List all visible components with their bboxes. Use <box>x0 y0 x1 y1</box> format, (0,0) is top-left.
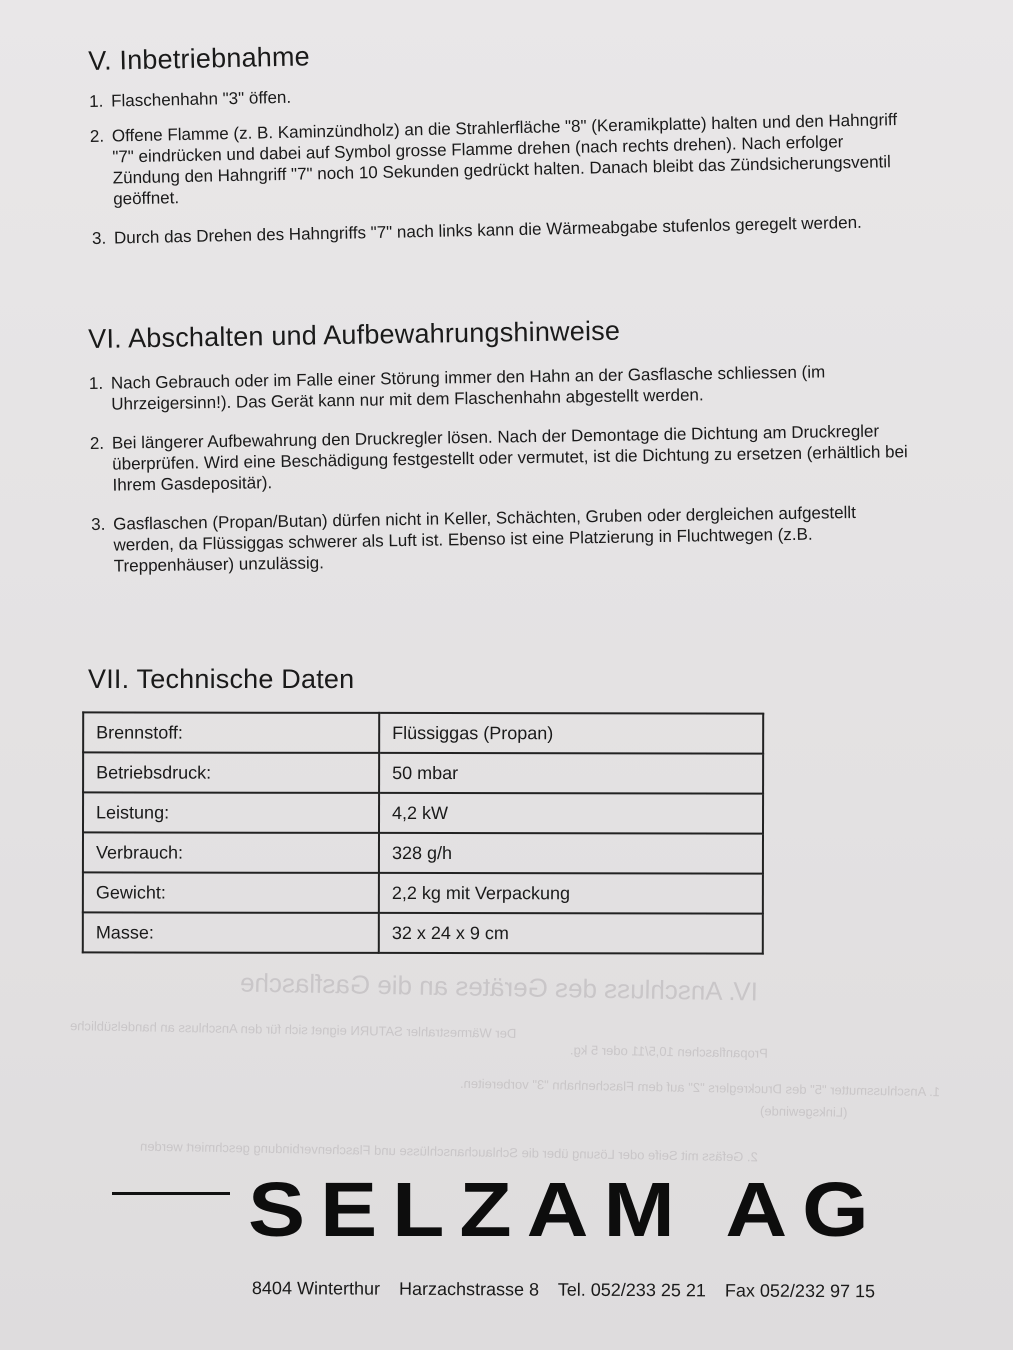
item-number: 3. <box>91 514 106 534</box>
table-row <box>83 832 763 873</box>
table-row <box>83 872 763 913</box>
item-text: Offene Flamme (z. B. Kaminzündholz) an die Strahlerfläche "8" (Keramikplatte) halten und den Hahngriff "7" eindrücken und dabei auf Symbol grosse Flamme drehen (nach rechts drehen). Nach erfolger Zündung den Hahngriff "7" noch 10 Sekunden gedrückt halten. Danach bleibt das Zündsicherungsventil geöffnet. <box>111 110 898 209</box>
table-row <box>83 752 763 793</box>
tech-data-table <box>82 711 764 954</box>
table-row <box>83 712 763 753</box>
item-text: Durch das Drehen des Hahngriffs "7" nach links kann die Wärmeabgabe stufenlos geregelt werden. <box>113 212 862 248</box>
item-text: Flaschenhahn "3" öffen. <box>110 87 292 111</box>
item-text: Nach Gebrauch oder im Falle einer Störung immer den Hahn an der Gasflasche schliessen (im Uhrzeigersinn!). Das Gerät kann nur mit dem Flaschenhahn abgestellt werden. <box>110 362 826 414</box>
list-item <box>91 501 894 577</box>
item-text: Gasflaschen (Propan/Butan) dürfen nicht in Keller, Schächten, Gruben oder dergleichen aufgestellt werden, da Flüssiggas schwerer als Luft ist. Ebenso ist eine Platzierung in Fluchtwegen (z.B. Treppenhäuser) unzulässig. <box>112 502 857 576</box>
table-cell-value: Flüssiggas (Propan) <box>379 713 763 754</box>
company-logo: SELZAM AG <box>248 1167 884 1253</box>
section-inbetriebnahme <box>88 29 922 249</box>
item-number: 2. <box>89 126 105 146</box>
table-cell-label: Betriebsdruck: <box>83 752 379 793</box>
section-title: V. Inbetriebnahme <box>88 41 311 76</box>
table-cell-label: Brennstoff: <box>83 712 379 753</box>
table-cell-label: Gewicht: <box>83 872 379 913</box>
brand-rule <box>112 1192 230 1195</box>
item-number: 1. <box>88 91 104 111</box>
table-row <box>83 792 763 833</box>
address-city: 8404 Winterthur <box>251 1278 381 1299</box>
table-cell-value: 2,2 kg mit Verpackung <box>379 873 763 914</box>
address-street: Harzachstrasse 8 <box>398 1278 540 1300</box>
item-number: 2. <box>89 433 105 453</box>
show-through-text: Propanflaschen 10,5/11 oder 5 kg. <box>569 1042 768 1061</box>
show-through-text: IV. Anschluss des Gerätes an die Gasflasche <box>239 967 759 1007</box>
list-item <box>90 420 913 496</box>
show-through-text: 2. Gefäss mit Seife oder Lösung über die Schlauchanschlüsse und Flaschenverbindung geschmiert werden <box>139 1138 758 1165</box>
show-through-text: (Linksgewinde) <box>759 1103 848 1120</box>
table-cell-value: 50 mbar <box>379 753 763 794</box>
address-phone: Tel. 052/233 25 21 <box>557 1279 706 1301</box>
address-fax: Fax 052/232 97 15 <box>724 1280 876 1302</box>
section-technische-daten <box>88 664 918 695</box>
table-row <box>83 912 763 953</box>
table-cell-label: Leistung: <box>83 792 379 833</box>
section-title: VI. Abschalten und Aufbewahrungshinweise <box>88 315 621 354</box>
item-number: 1. <box>88 373 104 393</box>
table-cell-label: Verbrauch: <box>83 832 379 873</box>
show-through-text: Der Wärmestrahler SATURN eignet sich für den Anschluss an handelsübliche <box>69 1018 517 1041</box>
section-abschalten <box>88 311 922 577</box>
show-through-text: 1. Anschlussmutter "5" des Druckreglers "2" auf dem Flaschenhahn "3" vorbereiten. <box>459 1075 941 1100</box>
list-item <box>90 109 914 210</box>
item-number: 3. <box>91 228 107 248</box>
item-text: Bei längerer Aufbewahrung den Druckregler lösen. Nach der Demontage die Dichtung am Druckregler überprüfen. Wird eine Beschädigung festgestellt oder vermutet, ist die Dichtung zu ersetzen (erhältlich bei Ihrem Gasdepositär). <box>111 421 908 495</box>
section-title: VII. Technische Daten <box>88 664 355 694</box>
table-cell-value: 4,2 kW <box>379 793 763 834</box>
list-item <box>92 211 914 249</box>
table-cell-value: 32 x 24 x 9 cm <box>379 913 763 954</box>
list-item <box>89 360 892 415</box>
table-cell-label: Masse: <box>83 912 379 953</box>
company-address <box>252 1278 889 1302</box>
table-cell-value: 328 g/h <box>379 833 763 874</box>
list-item <box>89 74 919 112</box>
